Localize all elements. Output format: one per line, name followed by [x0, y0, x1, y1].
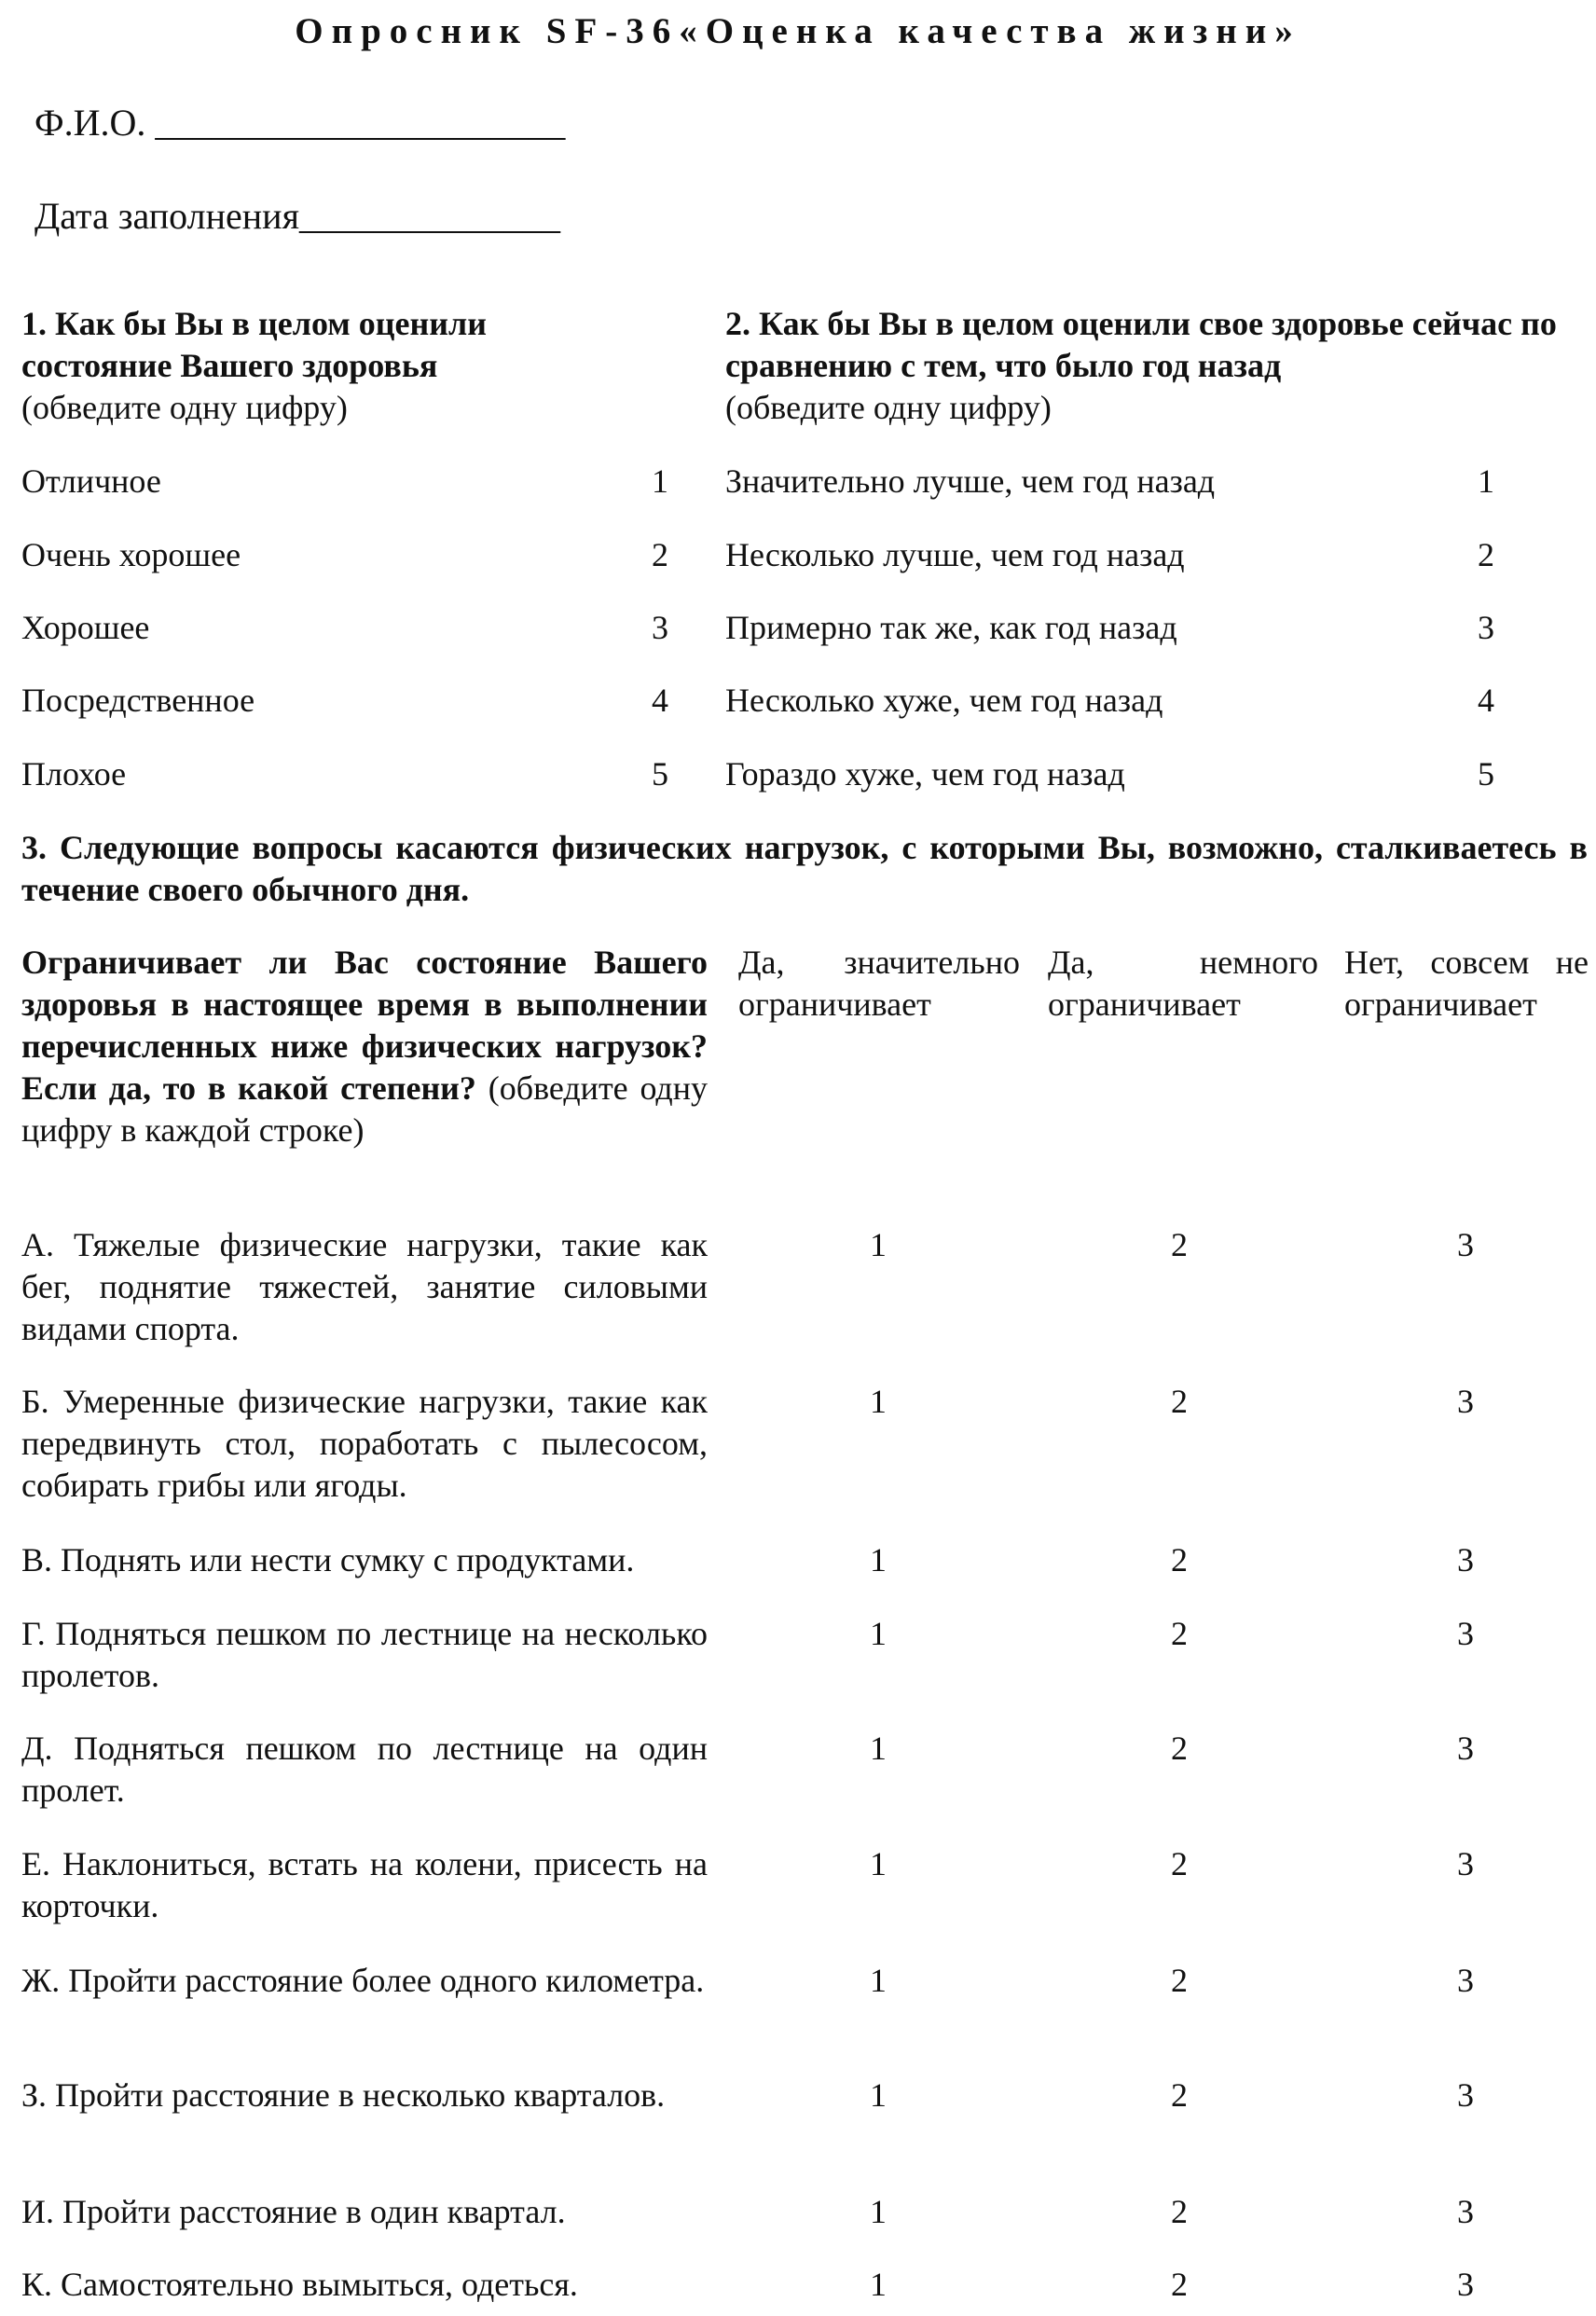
q3-row-text: Ж. Пройти расстояние более одного километра.	[21, 1962, 705, 1999]
answer-option[interactable]: 3	[1457, 1383, 1474, 1420]
q1-hint: (обведите одну цифру)	[21, 389, 348, 426]
answer-option[interactable]: 3	[1457, 2193, 1474, 2230]
q2-option-code[interactable]: 5	[1478, 755, 1494, 793]
q3-row-text: Е. Наклониться, встать на колени, присесть на корточки.	[21, 1845, 708, 1924]
q1-option-code[interactable]: 2	[652, 536, 668, 573]
answer-option[interactable]: 1	[870, 2193, 887, 2230]
q1-option-label[interactable]: Хорошее	[21, 609, 150, 646]
answer-option[interactable]: 2	[1171, 2266, 1188, 2303]
answer-option[interactable]: 3	[1457, 1615, 1474, 1652]
q1-option-code[interactable]: 3	[652, 609, 668, 646]
q1-title: 1. Как бы Вы в целом оценили состояние Вашего здоровья	[21, 305, 487, 384]
answer-option[interactable]: 3	[1457, 1541, 1474, 1578]
q3-row-text: Д. Подняться пешком по лестнице на один пролет.	[21, 1730, 708, 1809]
q3-row-text: Б. Умеренные физические нагрузки, такие как передвинуть стол, поработать с пылесосом, собирать грибы или ягоды.	[21, 1383, 708, 1504]
q2-option-code[interactable]: 4	[1478, 682, 1494, 719]
answer-option[interactable]: 2	[1171, 1845, 1188, 1882]
q3-row-text: А. Тяжелые физические нагрузки, такие как бег, поднятие тяжестей, занятие силовыми видами спорта.	[21, 1226, 708, 1347]
answer-option[interactable]: 2	[1171, 1541, 1188, 1578]
answer-option[interactable]: 3	[1457, 1730, 1474, 1767]
date-field[interactable]: Дата заполнения______________	[34, 195, 560, 237]
answer-option[interactable]: 2	[1171, 1383, 1188, 1420]
q3-row-text: К. Самостоятельно вымыться, одеться.	[21, 2266, 578, 2303]
answer-option[interactable]: 3	[1457, 1226, 1474, 1263]
q2-option-code[interactable]: 1	[1478, 462, 1494, 500]
q3-question	[21, 942, 708, 1151]
q2-option-label[interactable]: Примерно так же, как год назад	[725, 609, 1177, 646]
answer-option[interactable]: 1	[870, 1730, 887, 1767]
q1-option-code[interactable]: 1	[652, 462, 668, 500]
q1-option-label[interactable]: Посредственное	[21, 682, 255, 719]
q3-row-text: В. Поднять или нести сумку с продуктами.	[21, 1541, 635, 1578]
q3-row-text: Г. Подняться пешком по лестнице на несколько пролетов.	[21, 1615, 708, 1694]
q3-question-bold: Ограничивает ли Вас состояние Вашего здоровья в настоящее время в выполнении перечисленных ниже физических нагрузок? Если да, то в какой степени?	[21, 944, 708, 1107]
q3-question-hint: (обведите одну цифру в каждой строке)	[21, 1069, 709, 1149]
q1-option-label[interactable]: Плохое	[21, 755, 127, 793]
answer-option[interactable]: 2	[1171, 1730, 1188, 1767]
column-header: Да, немного ограничивает	[1048, 944, 1318, 1023]
answer-option[interactable]: 3	[1457, 1962, 1474, 1999]
q1-option-code[interactable]: 5	[652, 755, 668, 793]
answer-option[interactable]: 3	[1457, 2266, 1474, 2303]
answer-option[interactable]: 1	[870, 2076, 887, 2114]
q2-option-label[interactable]: Несколько лучше, чем год назад	[725, 536, 1185, 573]
q2-option-code[interactable]: 2	[1478, 536, 1494, 573]
q2-title: 2. Как бы Вы в целом оценили свое здоровье сейчас по сравнению с тем, что было год назад	[725, 305, 1557, 384]
q2-option-code[interactable]: 3	[1478, 609, 1494, 646]
answer-option[interactable]: 2	[1171, 2076, 1188, 2114]
q2-hint: (обведите одну цифру)	[725, 389, 1052, 426]
answer-option[interactable]: 2	[1171, 1962, 1188, 1999]
answer-option[interactable]: 1	[870, 2266, 887, 2303]
answer-option[interactable]: 2	[1171, 1615, 1188, 1652]
answer-option[interactable]: 1	[870, 1383, 887, 1420]
q3-intro: 3. Следующие вопросы касаются физических нагрузок, с которыми Вы, возможно, сталкиваетесь в течение своего обычного дня.	[21, 829, 1588, 908]
answer-option[interactable]: 3	[1457, 1845, 1474, 1882]
answer-option[interactable]: 1	[870, 1541, 887, 1578]
answer-option[interactable]: 1	[870, 1615, 887, 1652]
q1-option-label[interactable]: Отличное	[21, 462, 161, 500]
answer-option[interactable]: 2	[1171, 2193, 1188, 2230]
answer-option[interactable]: 1	[870, 1962, 887, 1999]
q3-row-text: И. Пройти расстояние в один квартал.	[21, 2193, 566, 2230]
q2-option-label[interactable]: Гораздо хуже, чем год назад	[725, 755, 1125, 793]
q2-option-label[interactable]: Значительно лучше, чем год назад	[725, 462, 1216, 500]
answer-option[interactable]: 1	[870, 1845, 887, 1882]
q1-option-label[interactable]: Очень хорошее	[21, 536, 241, 573]
answer-option[interactable]: 3	[1457, 2076, 1474, 2114]
page-title: Опросник SF-36«Оценка качества жизни»	[295, 11, 1301, 51]
q2-option-label[interactable]: Несколько хуже, чем год назад	[725, 682, 1163, 719]
name-field[interactable]: Ф.И.О. ______________________	[34, 102, 566, 144]
answer-option[interactable]: 1	[870, 1226, 887, 1263]
column-header: Нет, совсем не ограничивает	[1344, 944, 1589, 1023]
q3-row-text: З. Пройти расстояние в несколько кварталов.	[21, 2076, 666, 2114]
q1-option-code[interactable]: 4	[652, 682, 668, 719]
answer-option[interactable]: 2	[1171, 1226, 1188, 1263]
column-header: Да, значительно ограничивает	[738, 944, 1020, 1023]
